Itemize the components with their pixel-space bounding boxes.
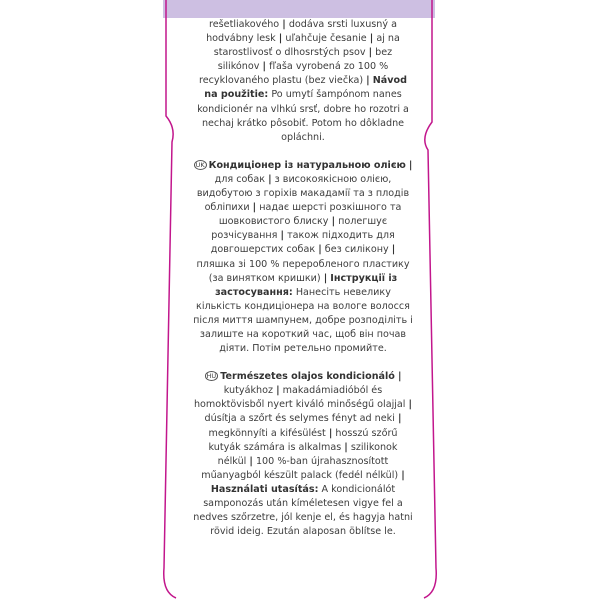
product-label-text — [193, 18, 413, 553]
uk-section: UK Кондиціонер із натуральною олією | для собак | з високоякісною олією, видобутою з горіхів макадамії та з плодів обліпихи | надає шерсті розкішного та шовковистого блиску | полегшує розчісування | також підходить для довгошерстих собак | без силікону | пляшка зі 100 % переробленого пластику (за винятком кришки) | Інструкції із застосування: Нанесіть невелику кількість кондиціонера на вологе волосся після миття шампунем, добре розподіліть і залиште на короткий час, щоб він почав діяти. Потім ретельно промийте. — [193, 159, 413, 355]
sk-section: rešetliakového | dodáva srsti luxusný a hodvábny lesk | uľahčuje česanie | aj na starostlivosť o dlhosrstých psov | bez silikónov | fľaša vyrobená zo 100 % recyklovaného plastu (bez viečka) | Návod na použitie: Po umytí šampónom nanes kondicionér na vlhkú srsť, dobre ho rozotri a nechaj krátko pôsobiť. Potom ho dôkladne opláchni. — [197, 19, 409, 143]
label-outline-right — [424, 0, 436, 598]
label-outline-left — [164, 0, 176, 598]
hu-section: HU Természetes olajos kondicionáló | kutyákhoz | makadámiadióból és homoktövisből nyert kiváló minőségű olajjal | dúsítja a szőrt és selymes fényt ad neki | megkönnyíti a kifésülést | hosszú szőrű kutyák számára is alkalmas | szilikonok nélkül | 100 %-ban újrahasznosított műanyagból készült palack (fedél nélkül) | Használati utasítás: A kondicionálót samponozás után kíméletesen vigye fel a nedves szőrzetre, jól kenje el, és hagyja hatni rövid ideig. Ezután alaposan öblítse le. — [193, 371, 413, 538]
uk-language-badge: UK — [195, 160, 205, 169]
hu-language-badge: HU — [206, 372, 217, 381]
